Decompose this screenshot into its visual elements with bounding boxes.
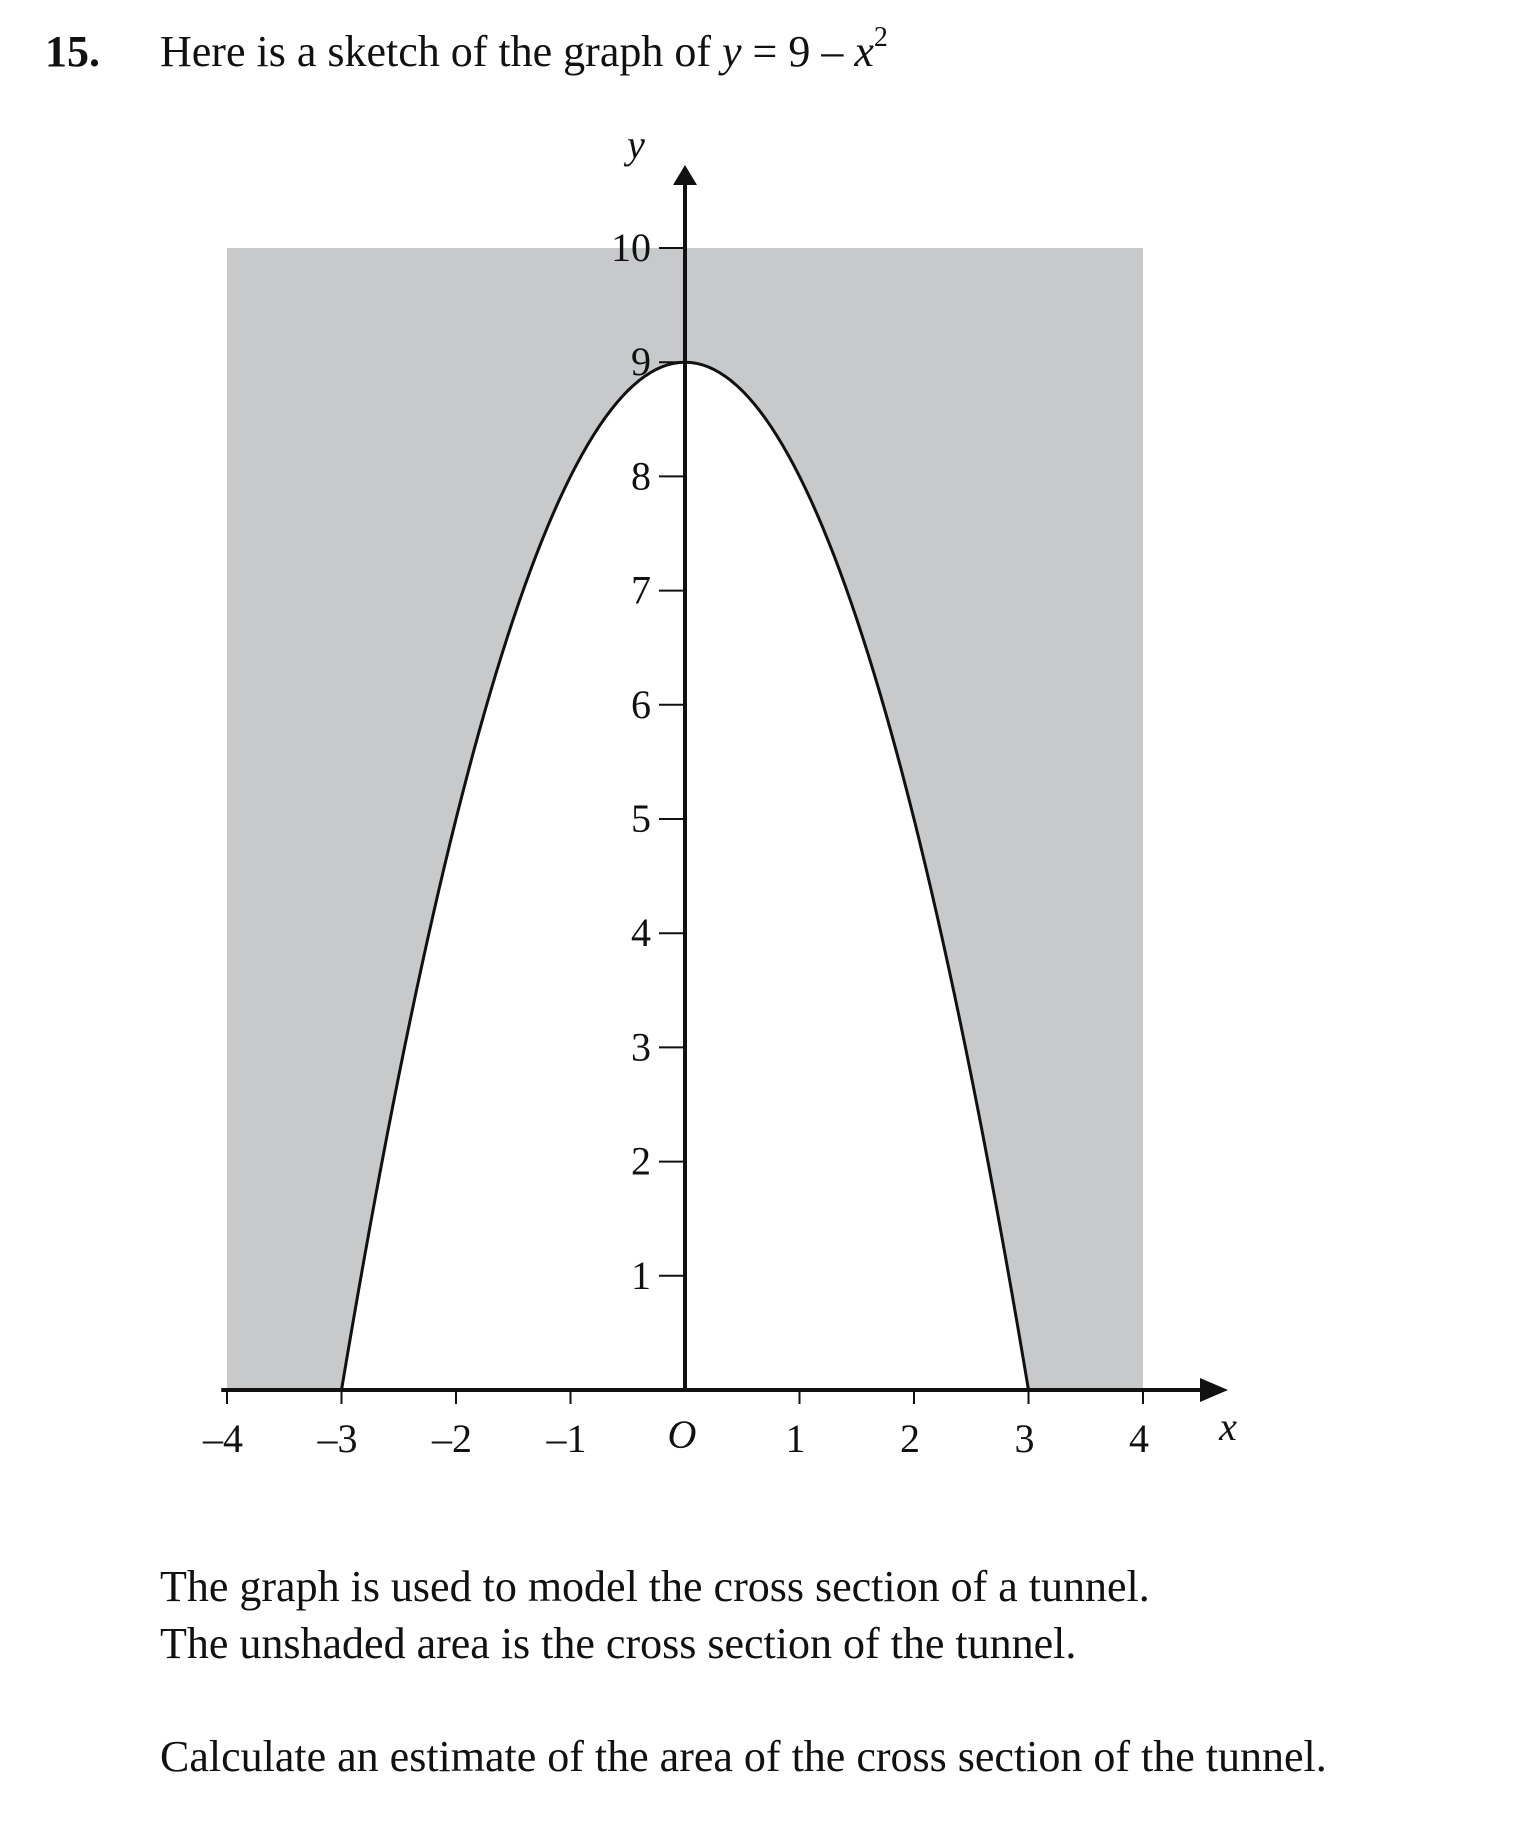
x-axis-label: x [1219, 1404, 1237, 1449]
y-tick-label: 8 [631, 453, 651, 499]
y-tick-label: 2 [631, 1138, 651, 1184]
question-number: 15. [45, 27, 100, 76]
x-tick-label: 4 [1129, 1416, 1149, 1461]
y-tick-label: 9 [631, 339, 651, 385]
equation-exponent: 2 [873, 22, 888, 53]
paragraph-model: The graph is used to model the cross section of a tunnel. [160, 1562, 1150, 1611]
y-axis-label: y [627, 122, 645, 167]
y-tick-label: 4 [631, 910, 651, 956]
equation-x: x [854, 27, 874, 76]
x-tick-label: –1 [546, 1416, 587, 1461]
y-tick-label: 1 [631, 1252, 651, 1298]
x-axis-arrow-icon [1200, 1378, 1228, 1402]
x-tick-label: –3 [317, 1416, 358, 1461]
y-axis-arrow-icon [673, 165, 697, 185]
paragraph-instruction: Calculate an estimate of the area of the cross section of the tunnel. [160, 1732, 1327, 1781]
question-intro: Here is a sketch of the graph of [160, 27, 712, 76]
x-tick-label: –4 [203, 1416, 243, 1461]
x-tick-label: 2 [900, 1416, 920, 1461]
x-tick-label: 3 [1014, 1416, 1035, 1461]
y-tick-label: 5 [631, 796, 651, 841]
y-tick-label: 3 [631, 1024, 651, 1070]
y-tick-label: 10 [611, 225, 651, 270]
y-tick-label: 6 [631, 681, 651, 727]
x-tick-label: 1 [785, 1416, 806, 1461]
x-tick-label: –2 [432, 1416, 472, 1461]
equation-mid: = 9 – [741, 27, 855, 76]
origin-label: O [667, 1412, 697, 1457]
equation-y: y [722, 27, 742, 76]
paragraph-unshaded: The unshaded area is the cross section of the tunnel. [160, 1619, 1077, 1668]
y-tick-label: 7 [631, 567, 651, 613]
